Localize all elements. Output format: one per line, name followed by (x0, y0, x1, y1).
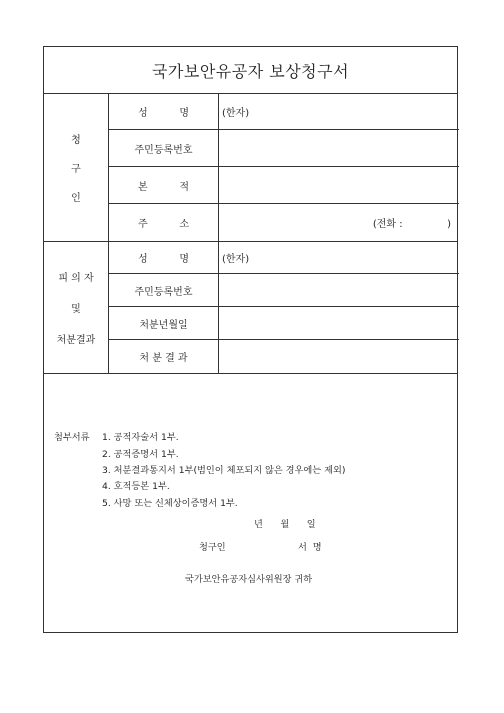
attachments-heading: 첨부서류 (54, 432, 90, 443)
suspect-group-label (44, 241, 109, 373)
suspect-label-line-2: 및 (71, 303, 81, 315)
claimant-id-row (109, 130, 459, 167)
suspect-date-row (109, 307, 459, 340)
suspect-label-line-1: 피 의 자 (58, 272, 94, 284)
claimant-label-char-2: 구 (71, 163, 81, 175)
attachment-item-1: 1. 공적자술서 1부. (102, 432, 179, 443)
attachment-item-4: 4. 호적등본 1부. (102, 481, 170, 492)
claimant-label-char-1: 청 (71, 134, 81, 146)
suspect-id-field[interactable] (222, 274, 453, 306)
attachment-item-3: 3. 처분결과통지서 1부(범인이 체포되지 않은 경우에는 제외) (102, 465, 346, 476)
suspect-date-label: 처분년월일 (109, 307, 219, 339)
suspect-id-label: 주민등록번호 (109, 274, 219, 306)
claimant-origin-row (109, 167, 459, 204)
suspect-name-row (109, 241, 459, 274)
suspect-label-line-3: 처분결과 (56, 334, 96, 346)
signature-field[interactable]: 서 명 (298, 542, 322, 553)
form-title: 국가보안유공자 보상청구서 (44, 47, 457, 94)
claimant-address-row (109, 204, 459, 241)
claimant-origin-label: 본 적 (109, 167, 219, 203)
addressee: 국가보안유공자심사위원장 귀하 (185, 574, 313, 585)
claimant-section (44, 93, 457, 242)
claimant-phone-field[interactable]: (전화 : ) (372, 219, 451, 230)
claimant-name-label: 성 명 (109, 93, 219, 129)
suspect-id-row (109, 274, 459, 307)
suspect-date-field[interactable] (222, 307, 453, 339)
claimant-group-label (44, 93, 109, 241)
claim-form (43, 46, 458, 633)
suspect-name-label: 성 명 (109, 241, 219, 273)
claimant-id-label: 주민등록번호 (109, 130, 219, 166)
attachment-item-2: 2. 공적증명서 1부. (102, 449, 179, 460)
claimant-label-char-3: 인 (71, 192, 81, 204)
suspect-name-field[interactable]: (한자) (222, 253, 250, 265)
claimant-name-row (109, 93, 459, 130)
attachment-item-5: 5. 사망 또는 신체상이증명서 1부. (102, 498, 238, 509)
suspect-result-field[interactable] (222, 340, 453, 373)
claimant-id-field[interactable] (222, 130, 453, 166)
suspect-result-label: 처 분 결 과 (109, 340, 219, 373)
claimant-name-field[interactable]: (한자) (222, 107, 250, 119)
claimant-signature-label: 청구인 (199, 542, 226, 553)
date-line[interactable]: 년 월 일 (254, 519, 316, 530)
claimant-address-label: 주 소 (109, 204, 219, 241)
claimant-origin-field[interactable] (222, 167, 453, 203)
suspect-section (44, 241, 457, 374)
suspect-result-row (109, 340, 459, 373)
